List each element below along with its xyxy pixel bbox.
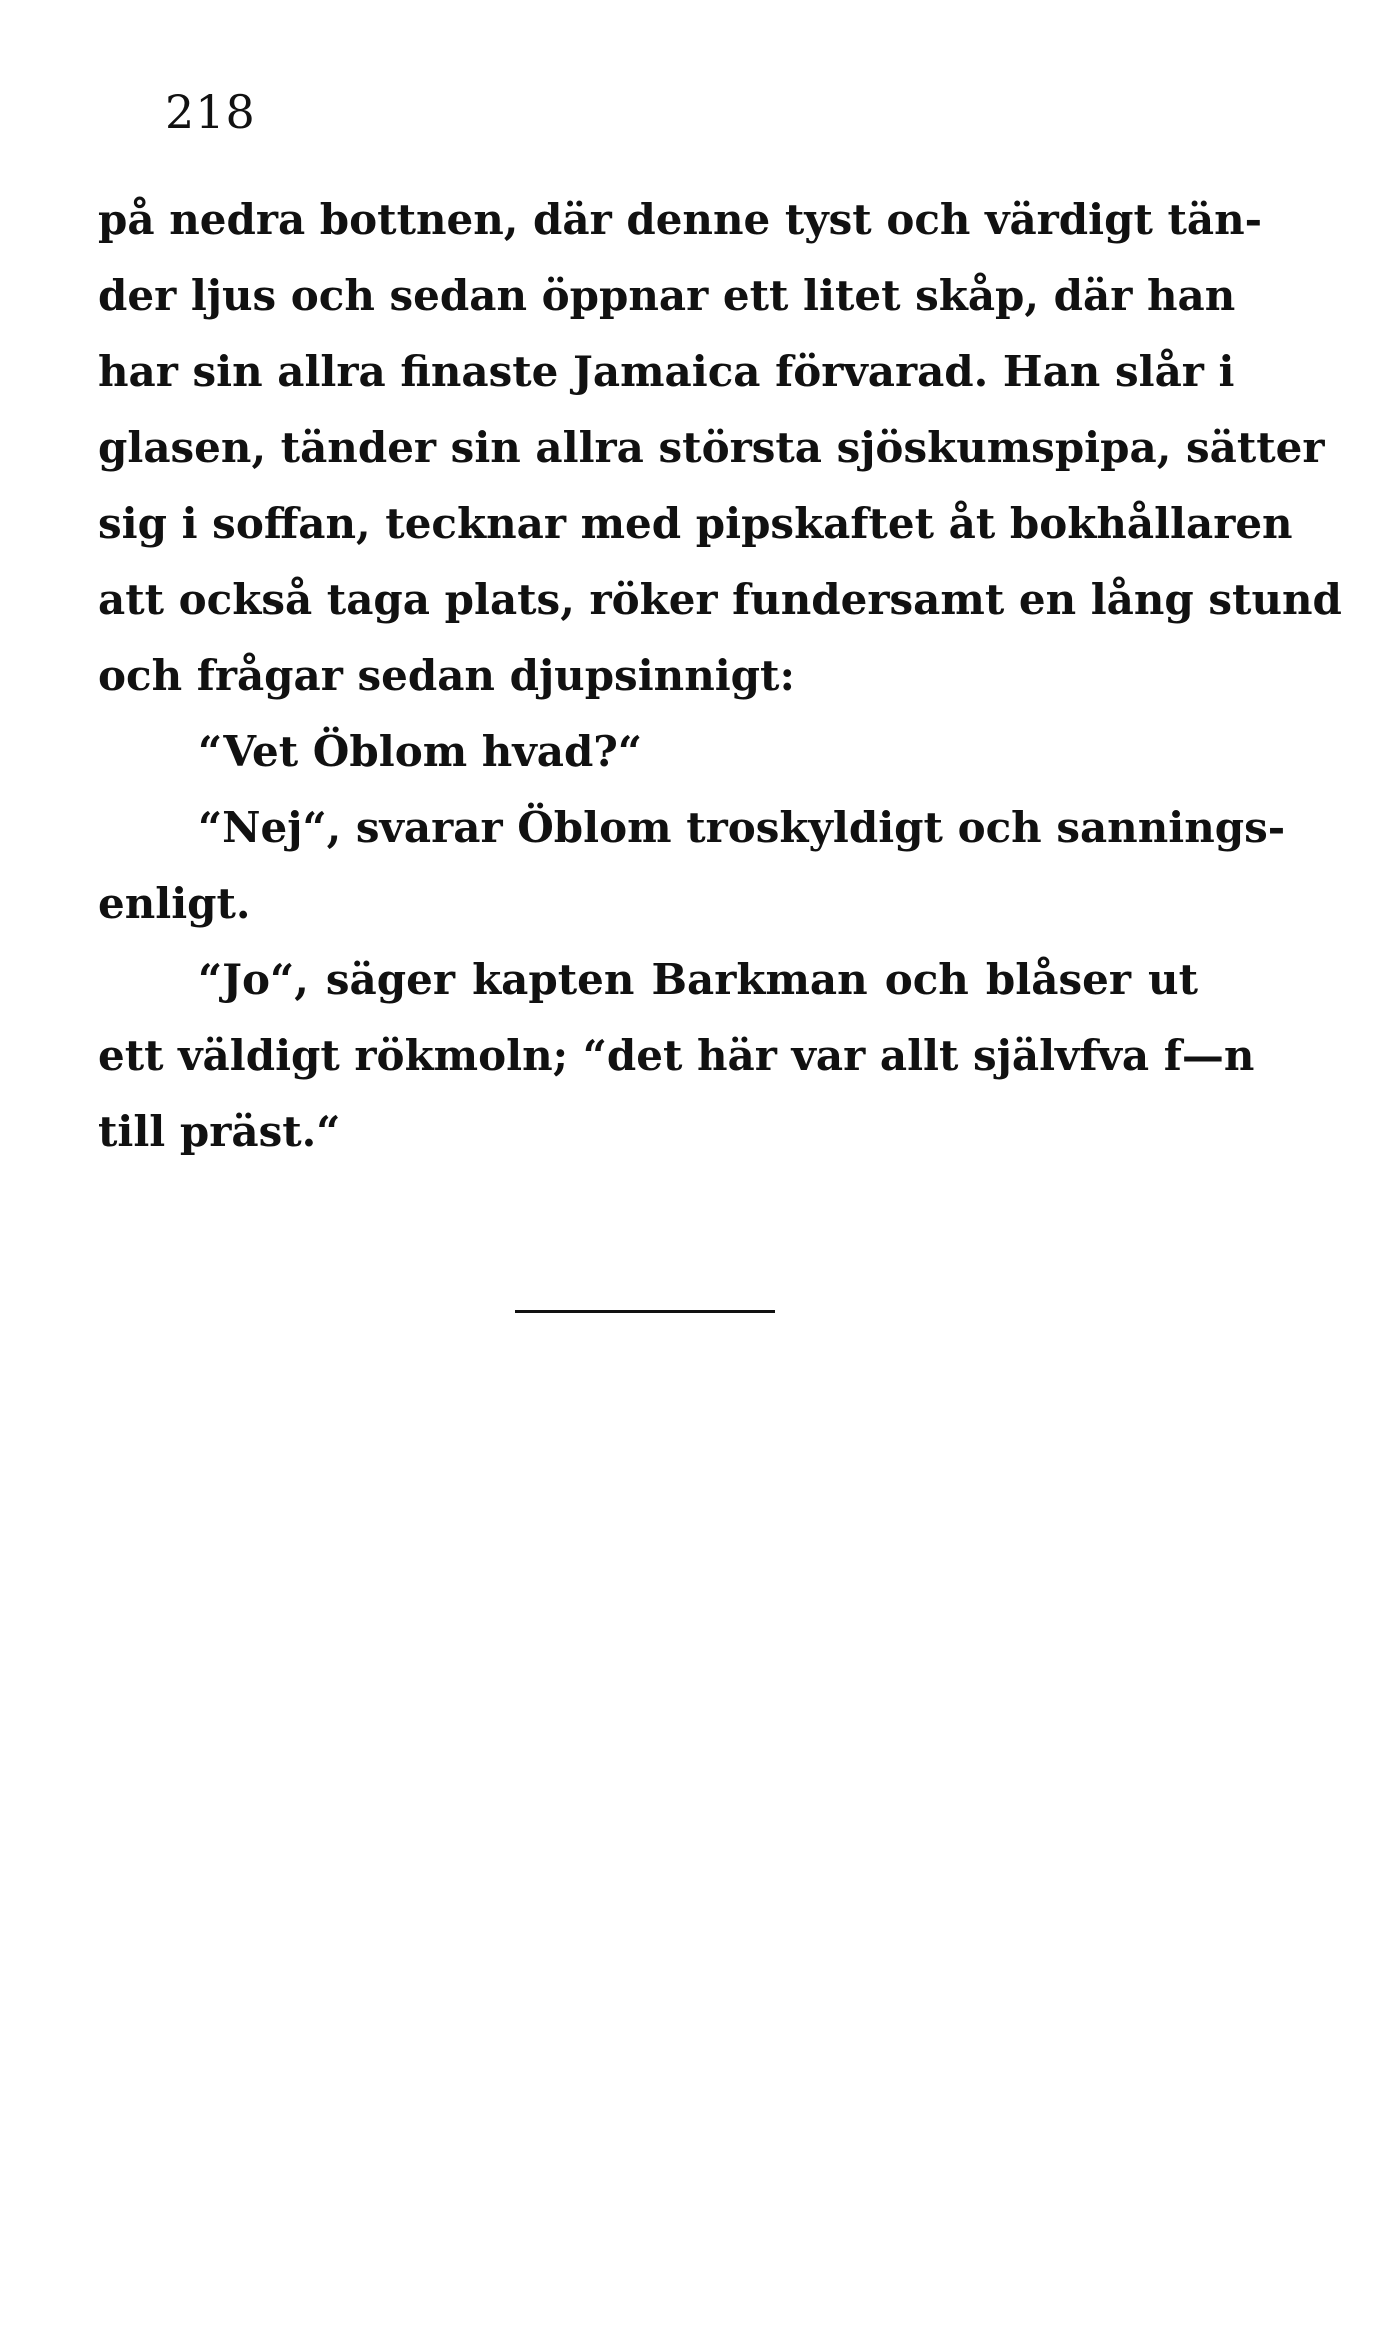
text-line: “Vet Öblom hvad?“ (198, 727, 643, 776)
text-line: “Jo“, säger kapten Barkman och blåser ut (198, 955, 1198, 1004)
text-line: och frågar sedan djupsinnigt: (98, 651, 795, 700)
text-line: glasen, tänder sin allra största sjöskumspipa, sätter (98, 423, 1325, 472)
text-line: har sin allra finaste Jamaica förvarad. Han slår i (98, 347, 1235, 396)
text-line: der ljus och sedan öppnar ett litet skåp, där han (98, 271, 1236, 320)
text-line: att också taga plats, röker fundersamt en lång stund (98, 575, 1342, 624)
text-line: “Nej“, svarar Öblom troskyldigt och sannings- (198, 803, 1286, 852)
text-line: sig i soffan, tecknar med pipskaftet åt bokhållaren (98, 499, 1293, 548)
body-text (98, 182, 1342, 1170)
page-number: 218 (165, 85, 256, 139)
text-line: till präst.“ (98, 1107, 341, 1156)
section-divider (515, 1310, 775, 1313)
text-line: enligt. (98, 879, 251, 928)
text-line: ett väldigt rökmoln; “det här var allt självfva f—n (98, 1031, 1255, 1080)
text-line: på nedra bottnen, där denne tyst och värdigt tän- (98, 195, 1263, 244)
